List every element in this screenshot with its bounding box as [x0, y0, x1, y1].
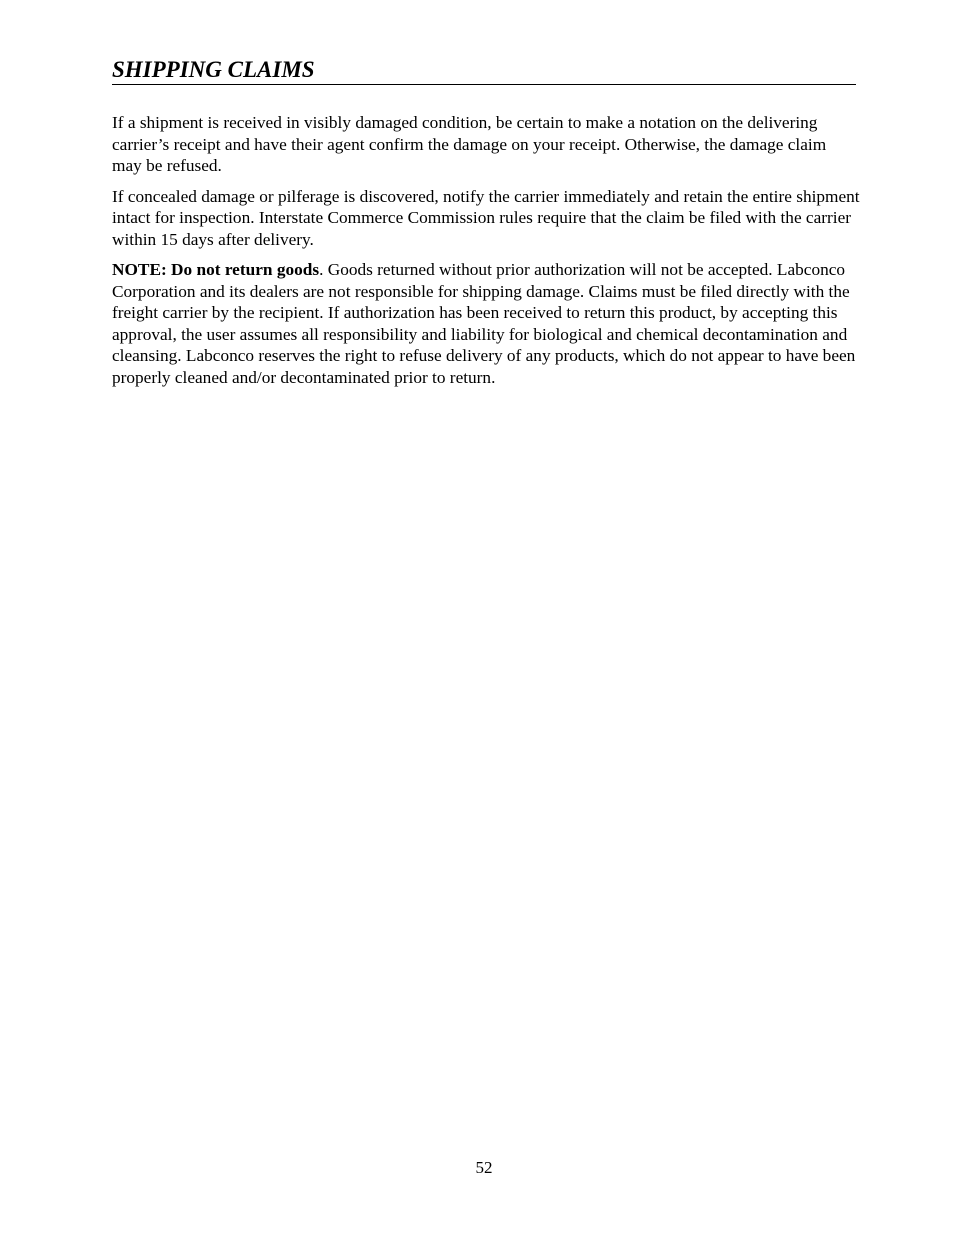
section-body: [112, 112, 860, 397]
note-paragraph: [112, 259, 860, 388]
note-label: NOTE: Do not return goods: [112, 260, 320, 279]
paragraph-concealed-damage: If concealed damage or pilferage is discovered, notify the carrier immediately and retain the entire shipment intact for inspection. Interstate Commerce Commission rules require that the claim be filed with the carrier within 15 days after delivery.: [112, 186, 860, 249]
page-number: 52: [475, 1158, 493, 1177]
note-text: . Goods returned without prior authorization will not be accepted. Labconco Corporation and its dealers are not responsible for shipping damage. Claims must be filed directly with the freight carrier by the recipient. If authorization has been received to return this product, by accepting this approval, the user assumes all responsibility and liability for biological and chemical decontamination and cleansing. Labconco reserves the right to refuse delivery of any products, which do not appear to have been properly cleaned and/or decontaminated prior to return.: [112, 260, 856, 387]
paragraph-damaged-shipment: If a shipment is received in visibly damaged condition, be certain to make a notation on the delivering carrier’s receipt and have their agent confirm the damage on your receipt. Otherwise, the damage claim may be refused.: [112, 113, 827, 175]
section-title: SHIPPING CLAIMS: [112, 57, 315, 82]
section-heading-rule: [112, 56, 856, 85]
